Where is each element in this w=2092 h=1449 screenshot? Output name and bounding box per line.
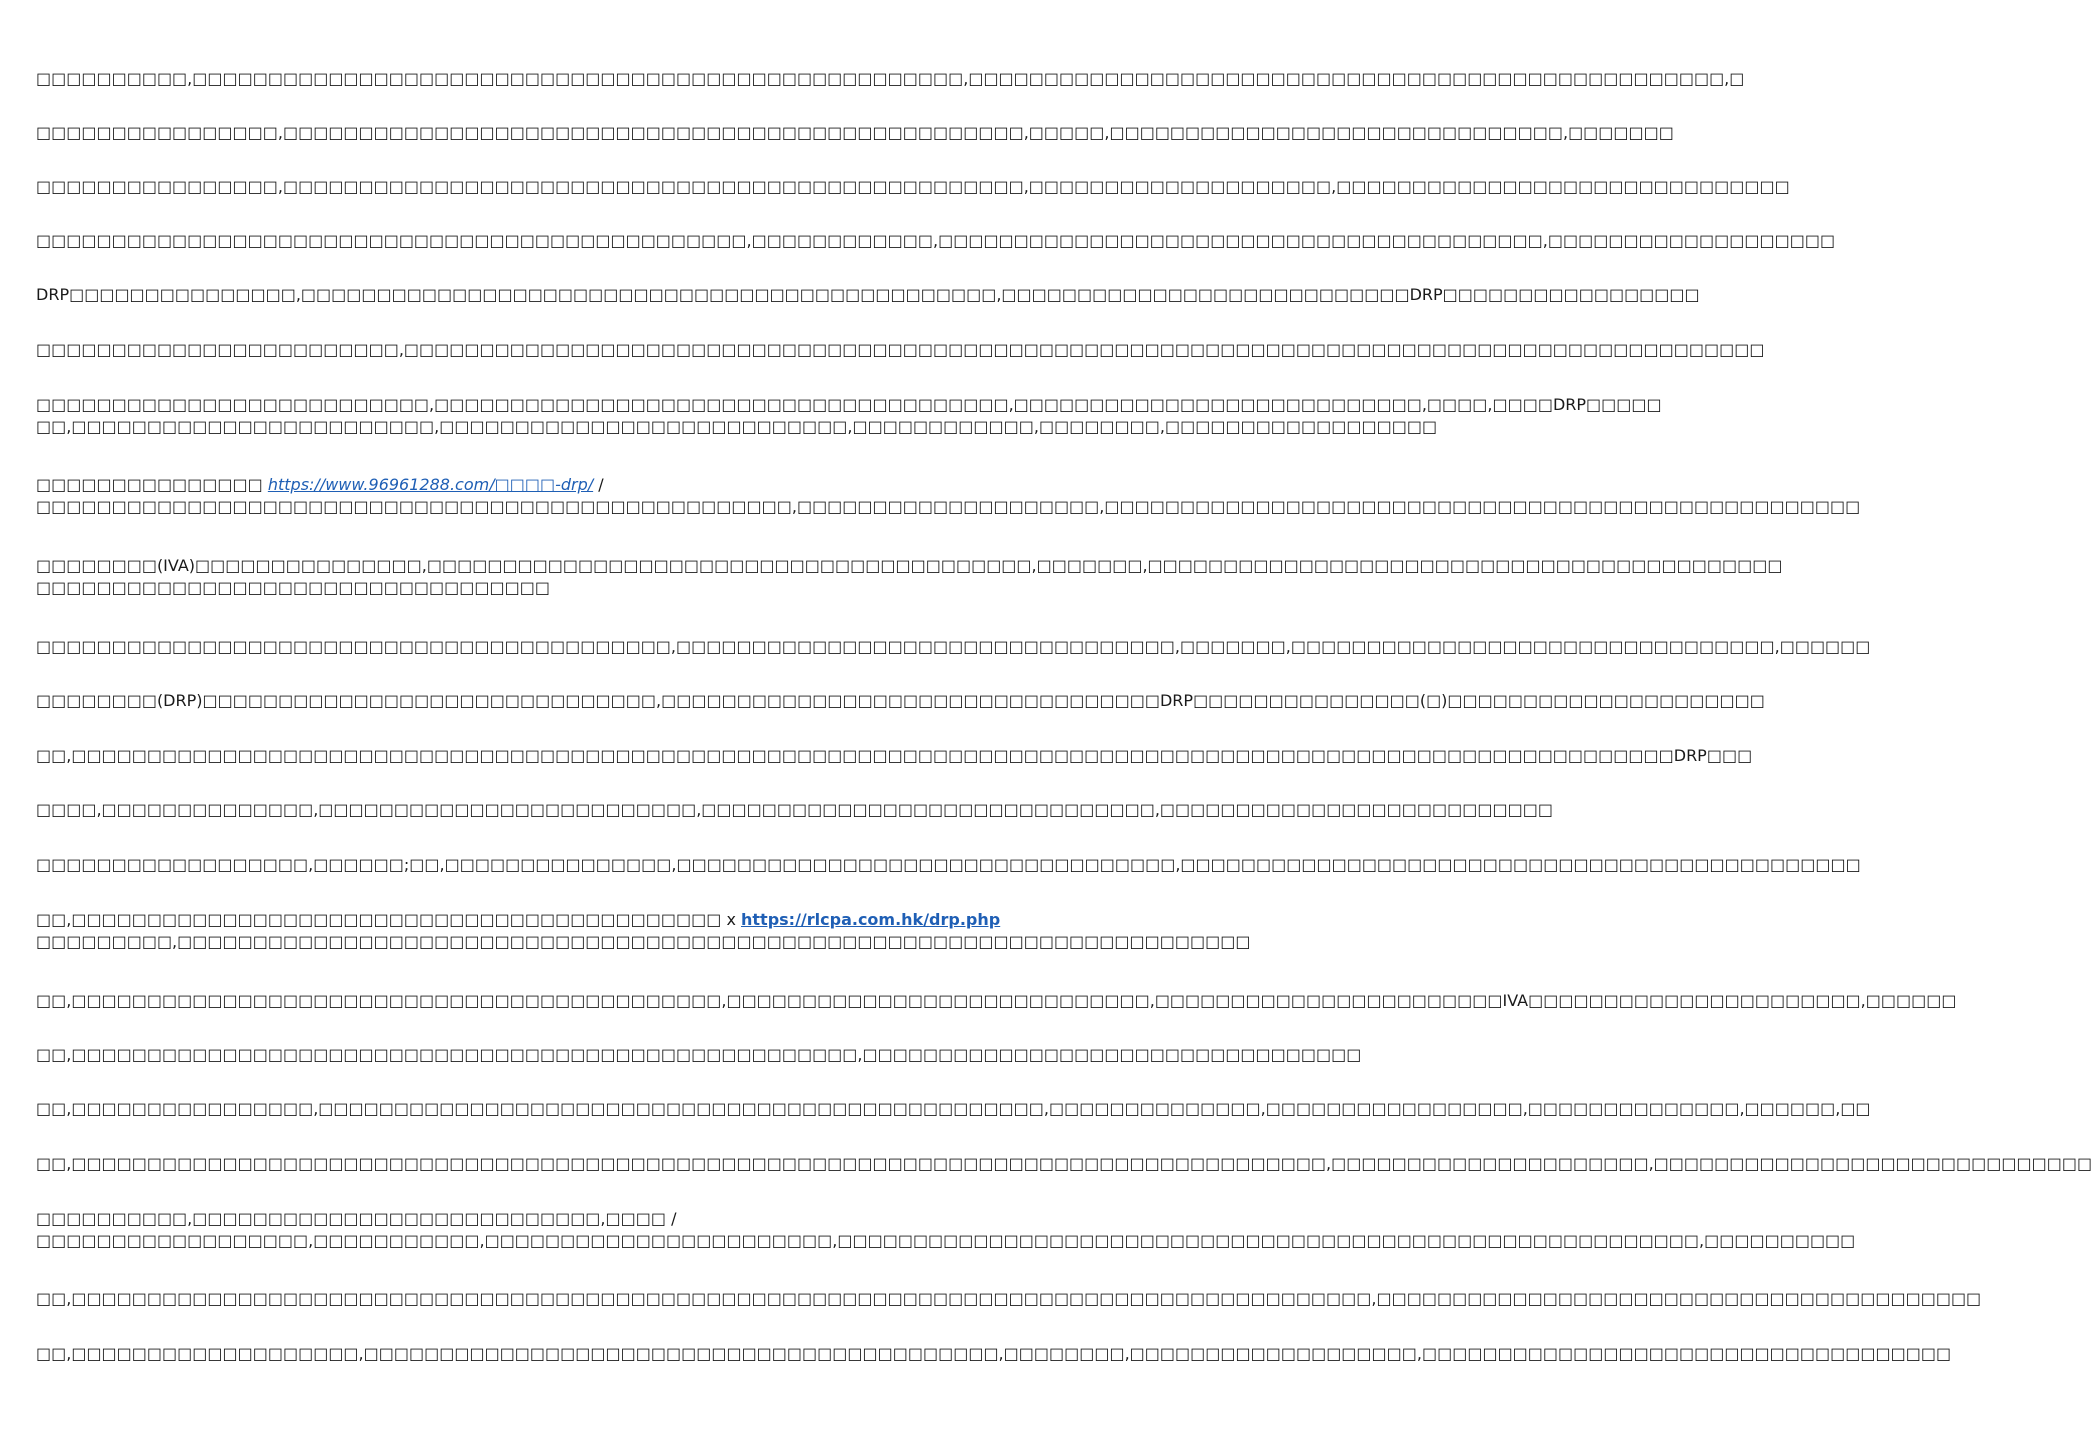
text-line: □□□□□□□□□□□□□□□□,□□□□□□□□□□□□□□□□□□□□□□□□□□□□□□□□□□□□□□□□□□□□□□□□□,□□□□□,□□□□□□□□□□□□□□□□□□□□□□□□□□□□□□,□□□□□□□ bbox=[36, 123, 1674, 142]
text-line: □□,□□□□□□□□□□□□□□□□□□□□□□□□□□□□□□□□□□□□□□□□□□□□□□□□□□□□,□□□□□□□□□□□□□□□□□□□□□□□□□□□□□□□□□ bbox=[36, 1045, 1362, 1064]
link-line bbox=[36, 909, 1001, 931]
text-line: □□□□□□□□□□□□□□□□□□□□□□□□□□□□□□□□□□□□□□□□□□□□□□□,□□□□□□□□□□□□,□□□□□□□□□□□□□□□□□□□□□□□□□□□□□□□□□□□□□□□□,□□□□□□□□□□□□□□□□□□□ bbox=[36, 231, 1836, 250]
paragraph-5 bbox=[36, 284, 1700, 306]
paragraph-6 bbox=[36, 339, 1765, 361]
link-suffix: / bbox=[593, 475, 604, 494]
paragraph-15 bbox=[36, 909, 1251, 953]
paragraph-14 bbox=[36, 854, 1861, 876]
text-line: □□,□□□□□□□□□□□□□□□□□□□□□□□□□□□□□□□□□□□□□□□□□□□□□□□□□□□□□□□□□□□□□□□□□□□□□□□□□□□□□□□□□□□,□□□□□□□□□□□□□□□□□□□□□,□□□□□□□□□□□□□□□□□□□□□□□□□□□□□ bbox=[36, 1154, 2092, 1173]
text-line: □□□□□□□□□□□□□□□□□□□□□□□□□□□□□□□□□□□□□□□□□□,□□□□□□□□□□□□□□□□□□□□□□□□□□□□□□□□□,□□□□□□□,□□□□□□□□□□□□□□□□□□□□□□□□□□□□□□□□,□□□□□□ bbox=[36, 637, 1871, 656]
paragraph-9 bbox=[36, 555, 1783, 599]
text-line: □□□□□□□□□□□□□□□□□□□□□□□□□□□□□□□□□□ bbox=[36, 578, 550, 597]
text-line: □□□□□□□□□□,□□□□□□□□□□□□□□□□□□□□□□□□□□□,□□□□ / bbox=[36, 1209, 677, 1228]
paragraph-4 bbox=[36, 230, 1836, 252]
link-prefix: □□,□□□□□□□□□□□□□□□□□□□□□□□□□□□□□□□□□□□□□□□□□□□ x bbox=[36, 910, 741, 929]
text-line: □□□□□□□□(IVA)□□□□□□□□□□□□□□□,□□□□□□□□□□□□□□□□□□□□□□□□□□□□□□□□□□□□□□□□,□□□□□□□,□□□□□□□□□□□□□□□□□□□□□□□□□□□□□□□□□□□□□□□□□□ bbox=[36, 556, 1783, 575]
paragraph-21 bbox=[36, 1288, 1982, 1310]
paragraph-20 bbox=[36, 1208, 1856, 1252]
paragraph-3 bbox=[36, 176, 1790, 198]
text-line: □□□□□□□□□□□□□□□□□□,□□□□□□;□□,□□□□□□□□□□□□□□□,□□□□□□□□□□□□□□□□□□□□□□□□□□□□□□□□□,□□□□□□□□□□□□□□□□□□□□□□□□□□□□□□□□□□□□□□□□□□□□□ bbox=[36, 855, 1861, 874]
paragraph-12 bbox=[36, 745, 1753, 767]
paragraph-1 bbox=[36, 68, 1745, 90]
paragraph-7 bbox=[36, 394, 1662, 438]
text-line: □□□□□□□□□□,□□□□□□□□□□□□□□□□□□□□□□□□□□□□□□□□□□□□□□□□□□□□□□□□□□□,□□□□□□□□□□□□□□□□□□□□□□□□□□□□□□□□□□□□□□□□□□□□□□□□□□,□ bbox=[36, 69, 1745, 88]
paragraph-19 bbox=[36, 1153, 2092, 1175]
text-line: □□□□□□□□□□□□□□□□,□□□□□□□□□□□□□□□□□□□□□□□□□□□□□□□□□□□□□□□□□□□□□□□□□,□□□□□□□□□□□□□□□□□□□□,□□□□□□□□□□□□□□□□□□□□□□□□□□□□□□ bbox=[36, 177, 1790, 196]
text-line: □□□□□□□□□□□□□□□□□□,□□□□□□□□□□□,□□□□□□□□□□□□□□□□□□□□□□□,□□□□□□□□□□□□□□□□□□□□□□□□□□□□□□□□□□□□□□□□□□□□□□□□□□□□□□□□□,□□□□□□□□□□ bbox=[36, 1231, 1856, 1250]
text-line: □□□□□□□□□□□□□□□□□□□□□□□□□□,□□□□□□□□□□□□□□□□□□□□□□□□□□□□□□□□□□□□□□,□□□□□□□□□□□□□□□□□□□□□□□□□□□,□□□□,□□□□DRP□□□□□ bbox=[36, 395, 1662, 414]
text-line: □□□□□□□□(DRP)□□□□□□□□□□□□□□□□□□□□□□□□□□□□□□,□□□□□□□□□□□□□□□□□□□□□□□□□□□□□□□□□DRP□□□□□□□□□□□□□□□(□)□□□□□□□□□□□□□□□□□□□□□ bbox=[36, 691, 1765, 710]
text-line: □□,□□□□□□□□□□□□□□□□□□□□□□□□□□□□□□□□□□□□□□□□□□□□□□□□□□□□□□□□□□□□□□□□□□□□□□□□□□□□□□□□□□□□□□□□□□□□□□□□□□□□□□□□□□DRP□□□ bbox=[36, 746, 1753, 765]
paragraph-2 bbox=[36, 122, 1674, 144]
text-line: □□,□□□□□□□□□□□□□□□□□□□□□□□□,□□□□□□□□□□□□□□□□□□□□□□□□□□□,□□□□□□□□□□□□,□□□□□□□□,□□□□□□□□□□□□□□□□□□ bbox=[36, 417, 1438, 436]
paragraph-8 bbox=[36, 474, 1861, 518]
text-line: □□□□□□□□□,□□□□□□□□□□□□□□□□□□□□□□□□□□□□□□□□□□□□□□□□□□□□□□□□□□□□□□□□□□□□□□□□□□□□□□□ bbox=[36, 932, 1251, 951]
paragraph-13 bbox=[36, 799, 1553, 821]
paragraph-11 bbox=[36, 690, 1765, 712]
paragraph-22 bbox=[36, 1343, 1952, 1365]
text-line: □□,□□□□□□□□□□□□□□□□□□□,□□□□□□□□□□□□□□□□□□□□□□□□□□□□□□□□□□□□□□□□□□,□□□□□□□□,□□□□□□□□□□□□□□□□□□□,□□□□□□□□□□□□□□□□□□□□□□□□□□□□□□□□□□□ bbox=[36, 1344, 1952, 1363]
text-line: □□□□□□□□□□□□□□□□□□□□□□□□□□□□□□□□□□□□□□□□□□□□□□□□□□,□□□□□□□□□□□□□□□□□□□□,□□□□□□□□□□□□□□□□□□□□□□□□□□□□□□□□□□□□□□□□□□□□□□□□□□ bbox=[36, 497, 1861, 516]
link-prefix: □□□□□□□□□□□□□□□ bbox=[36, 475, 268, 494]
text-line: □□,□□□□□□□□□□□□□□□□□□□□□□□□□□□□□□□□□□□□□□□□□□□,□□□□□□□□□□□□□□□□□□□□□□□□□□□□,□□□□□□□□□□□□□□□□□□□□□□□IVA□□□□□□□□□□□□□□□□□□□□□□,□□□□□□ bbox=[36, 991, 1957, 1010]
text-line: □□□□□□□□□□□□□□□□□□□□□□□□,□□□□□□□□□□□□□□□□□□□□□□□□□□□□□□□□□□□□□□□□□□□□□□□□□□□□□□□□□□□□□□□□□□□□□□□□□□□□□□□□□□□□□□□□□□ bbox=[36, 340, 1765, 359]
paragraph-17 bbox=[36, 1044, 1362, 1066]
paragraph-16 bbox=[36, 990, 1957, 1012]
drp-link[interactable]: https://www.96961288.com/□□□□-drp/ bbox=[267, 475, 594, 494]
link-line bbox=[36, 474, 990, 496]
text-line: DRP□□□□□□□□□□□□□□□,□□□□□□□□□□□□□□□□□□□□□□□□□□□□□□□□□□□□□□□□□□□□□□,□□□□□□□□□□□□□□□□□□□□□□□□□□□DRP□□□□□□□□□□□□□□□□□ bbox=[36, 285, 1700, 304]
paragraph-10 bbox=[36, 636, 1871, 658]
text-line: □□,□□□□□□□□□□□□□□□□,□□□□□□□□□□□□□□□□□□□□□□□□□□□□□□□□□□□□□□□□□□□□□□□□,□□□□□□□□□□□□□□,□□□□□□□□□□□□□□□□□,□□□□□□□□□□□□□□,□□□□□□,□□ bbox=[36, 1099, 1871, 1118]
paragraph-18 bbox=[36, 1098, 1871, 1120]
rlcpa-link[interactable]: https://rlcpa.com.hk/drp.php bbox=[741, 910, 1001, 929]
text-line: □□,□□□□□□□□□□□□□□□□□□□□□□□□□□□□□□□□□□□□□□□□□□□□□□□□□□□□□□□□□□□□□□□□□□□□□□□□□□□□□□□□□□□□□□,□□□□□□□□□□□□□□□□□□□□□□□□□□□□□□□□□□□□□□□□ bbox=[36, 1289, 1982, 1308]
text-line: □□□□,□□□□□□□□□□□□□□,□□□□□□□□□□□□□□□□□□□□□□□□□,□□□□□□□□□□□□□□□□□□□□□□□□□□□□□□,□□□□□□□□□□□□□□□□□□□□□□□□□□ bbox=[36, 800, 1553, 819]
